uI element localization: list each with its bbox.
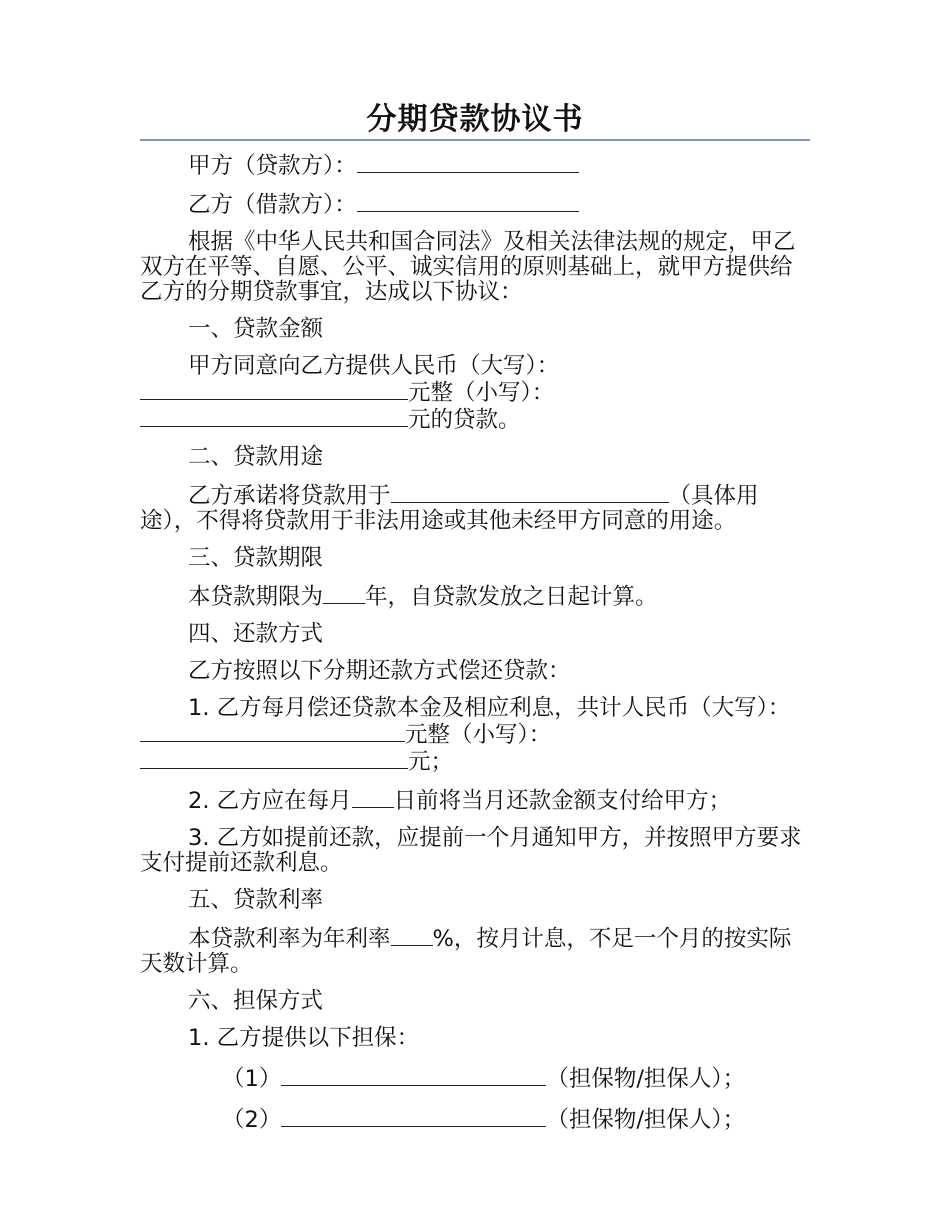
repay-day-blank[interactable] bbox=[352, 787, 394, 808]
section-4-heading: 四、还款方式 bbox=[188, 621, 324, 647]
repayment-item-2: 2. 乙方应在每月 日前将当月还款金额支付给甲方； bbox=[188, 788, 732, 814]
guarantee-2-blank[interactable] bbox=[281, 1106, 546, 1127]
section-3-text: 本贷款期限为 年，自贷款发放之日起计算。 bbox=[188, 584, 658, 610]
preamble: 根据《中华人民共和国合同法》及相关法律法规的规定，甲乙双方在平等、自愿、公平、诚实信用的原则基础上，就甲方提供给乙方的分期贷款事宜，达成以下协议： bbox=[140, 229, 796, 305]
guarantee-item-2: （2） （担保物/担保人）； bbox=[222, 1107, 746, 1133]
document-title: 分期贷款协议书 bbox=[366, 102, 584, 137]
section-3-heading: 三、贷款期限 bbox=[188, 545, 324, 571]
guarantee-1-blank[interactable] bbox=[281, 1065, 546, 1086]
section-2-text: 乙方承诺将贷款用于 （具体用途），不得将贷款用于非法用途或其他未经甲方同意的用途。 bbox=[140, 483, 759, 534]
party-b-blank[interactable] bbox=[357, 191, 579, 212]
monthly-capital-blank[interactable] bbox=[140, 721, 405, 742]
section-6-heading: 六、担保方式 bbox=[188, 988, 324, 1014]
repayment-item-1: 1. 乙方每月偿还贷款本金及相应利息，共计人民币（大写）：元整（小写）：元； bbox=[140, 696, 810, 775]
party-a-line: 甲方（贷款方）： bbox=[140, 152, 810, 179]
interest-rate-blank[interactable] bbox=[391, 925, 433, 946]
section-1-text: 甲方同意向乙方提供人民币（大写）：元整（小写）：元的贷款。 bbox=[140, 354, 810, 433]
amount-number-blank[interactable] bbox=[140, 406, 408, 427]
repayment-item-3: 3. 乙方如提前还款，应提前一个月通知甲方，并按照甲方要求支付提前还款利息。 bbox=[140, 825, 802, 876]
party-a-blank[interactable] bbox=[357, 152, 579, 173]
section-5-text: 本贷款利率为年利率 %，按月计息，不足一个月的按实际天数计算。 bbox=[140, 926, 792, 977]
title-underline bbox=[140, 139, 810, 141]
section-1-heading: 一、贷款金额 bbox=[188, 316, 324, 342]
amount-capital-blank[interactable] bbox=[140, 379, 408, 400]
document-body bbox=[140, 152, 810, 1133]
section-4-intro: 乙方按照以下分期还款方式偿还贷款： bbox=[188, 658, 571, 684]
section-6-intro: 1. 乙方提供以下担保： bbox=[188, 1025, 420, 1051]
section-2-heading: 二、贷款用途 bbox=[188, 444, 324, 470]
guarantee-item-1: （1） （担保物/担保人）； bbox=[222, 1066, 746, 1092]
purpose-blank[interactable] bbox=[391, 482, 669, 503]
term-years-blank[interactable] bbox=[323, 583, 365, 604]
section-5-heading: 五、贷款利率 bbox=[188, 887, 324, 913]
party-b-line: 乙方（借款方）： bbox=[140, 191, 810, 218]
monthly-number-blank[interactable] bbox=[140, 748, 408, 769]
